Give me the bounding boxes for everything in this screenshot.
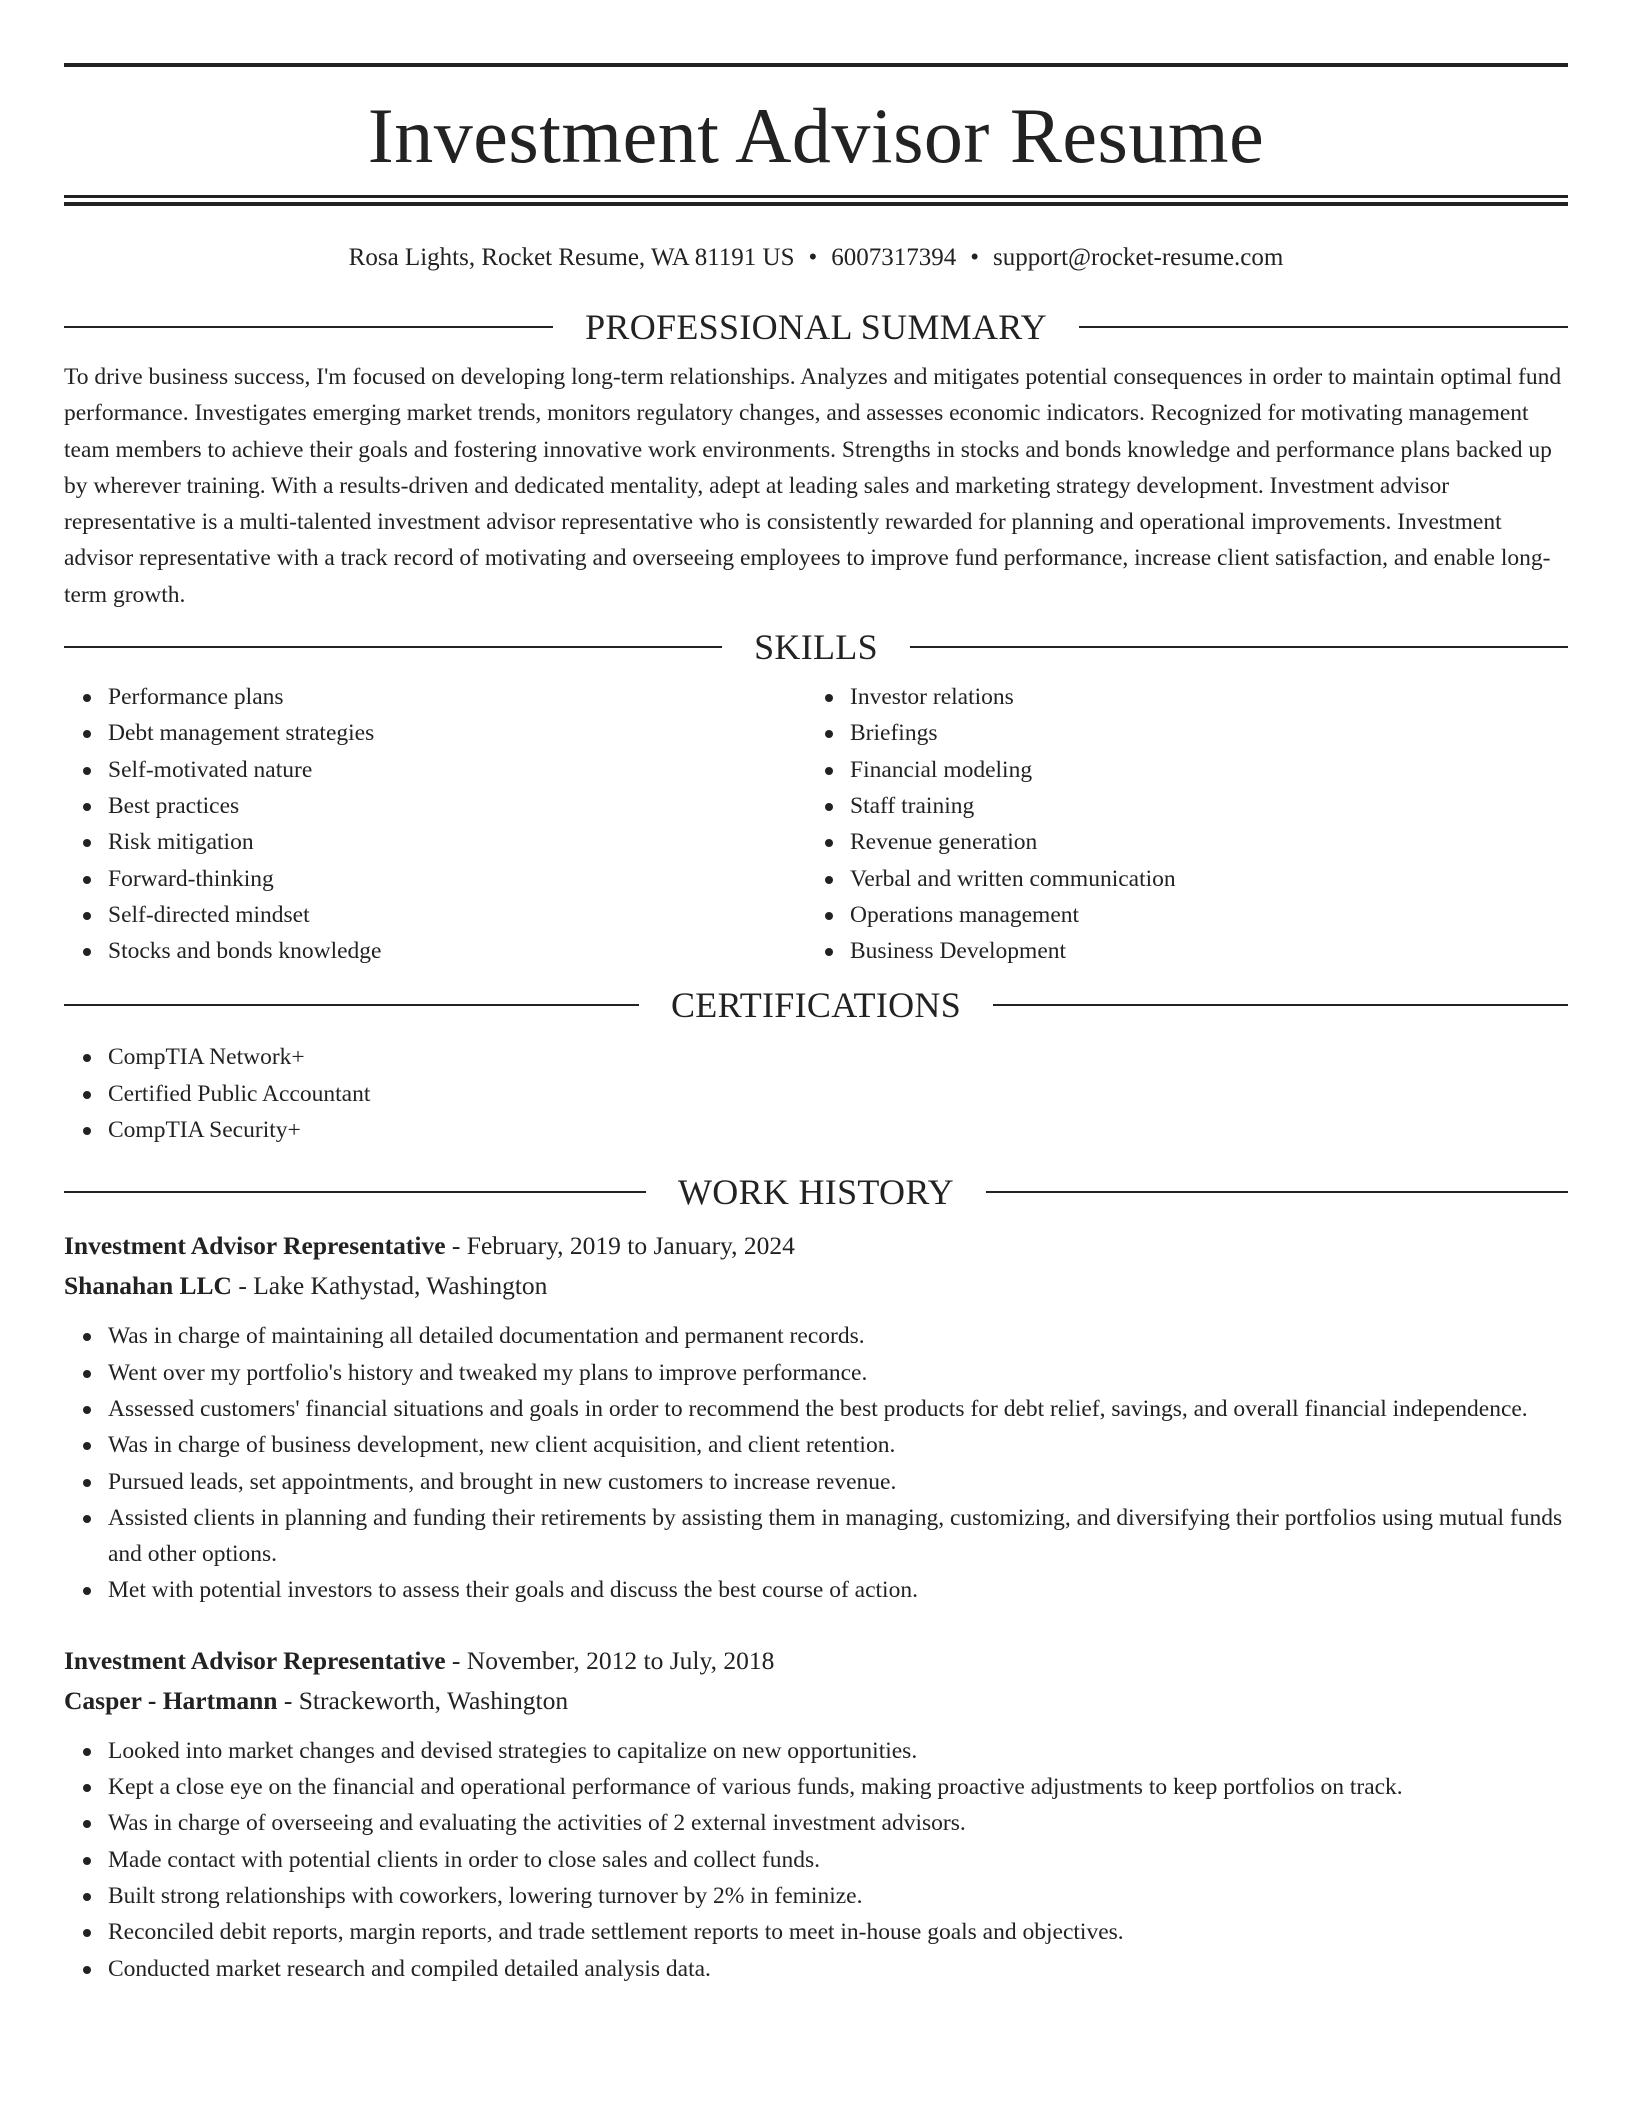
heading-rule-right [1079,326,1568,328]
skill-item: Self-motivated nature [108,752,806,788]
heading-rule-right [993,1004,1568,1006]
skill-item: Debt management strategies [108,715,806,751]
heading-rule-left [64,1004,639,1006]
job-title-line [64,1226,1568,1266]
job-company: Shanahan LLC [64,1271,232,1301]
job-entry [64,1226,1568,1608]
summary-paragraph: To drive business success, I'm focused on developing long-term relationships. Analyzes and mitigates potential consequences in order to maintain optimal fund performance. Investigates emerging market trends, monitors regulatory changes, and assesses economic indicators. Recognized for motivating management team members to achieve their goals and fostering innovative work environments. Strengths in stocks and bonds knowledge and performance plans backed up by wherever training. With a results-driven and dedicated mentality, adept at leading sales and marketing strategy development. Investment advisor representative is a multi-talented investment advisor representative who is consistently rewarded for planning and operational improvements. Investment advisor representative with a track record of motivating and overseeing employees to improve fund performance, increase client satisfaction, and enable long-term growth. [64,364,1562,608]
skills-column-right [806,679,1548,969]
job-entry [64,1641,1568,1987]
skill-item: Self-directed mindset [108,897,806,933]
skills-heading [64,627,1568,667]
heading-rule-left [64,646,722,648]
job-duties-list [64,1733,1568,1987]
job-role: Investment Advisor Representative [64,1231,446,1261]
skills-heading-label: SKILLS [754,627,878,668]
skills-list-right [806,679,1548,969]
work-history-heading-label: WORK HISTORY [678,1172,954,1213]
skill-item: Revenue generation [850,824,1548,860]
job-duty-item: Kept a close eye on the financial and operational performance of various funds, making proactive adjustments to keep portfolios on track. [108,1769,1568,1805]
skill-item: Financial modeling [850,752,1548,788]
resume-title: Investment Advisor Resume [367,92,1265,179]
skill-item: Operations management [850,897,1548,933]
job-duty-item: Assisted clients in planning and funding their retirements by assisting them in managing, customizing, and diversifying their portfolios using mutual funds and other options. [108,1500,1568,1573]
contact-separator: • [970,244,980,271]
title-double-rule [64,195,1568,206]
contact-line [64,243,1568,283]
skill-item: Performance plans [108,679,806,715]
skill-item: Best practices [108,788,806,824]
job-duty-item: Looked into market changes and devised strategies to capitalize on new opportunities. [108,1733,1568,1769]
skill-item: Verbal and written communication [850,861,1548,897]
skill-item: Investor relations [850,679,1548,715]
summary-heading-label: PROFESSIONAL SUMMARY [585,307,1047,347]
job-duty-item: Pursued leads, set appointments, and brought in new customers to increase revenue. [108,1464,1568,1500]
job-location: - Lake Kathystad, Washington [231,1271,548,1301]
job-company-line [64,1681,1568,1721]
certifications-heading [64,985,1568,1025]
skill-item: Business Development [850,933,1548,969]
job-location: - Strackeworth, Washington [277,1685,569,1715]
job-duty-item: Was in charge of overseeing and evaluating the activities of 2 external investment advisors. [108,1805,1568,1841]
certification-item: CompTIA Network+ [108,1039,1568,1075]
contact-phone: 6007317394 [831,244,957,271]
work-history-heading [64,1172,1568,1212]
job-duty-item: Was in charge of business development, new client acquisition, and client retention. [108,1427,1568,1463]
job-title-line [64,1641,1568,1681]
job-role: Investment Advisor Representative [64,1645,446,1675]
job-dates: - February, 2019 to January, 2024 [445,1231,795,1261]
skills-grid [64,679,1568,969]
heading-rule-right [910,646,1568,648]
certification-item: Certified Public Accountant [108,1076,1568,1112]
job-duty-item: Went over my portfolio's history and tweaked my plans to improve performance. [108,1355,1568,1391]
job-duties-list [64,1318,1568,1608]
job-company-line [64,1266,1568,1306]
job-duty-item: Met with potential investors to assess their goals and discuss the best course of action. [108,1572,1568,1608]
job-duty-item: Was in charge of maintaining all detailed documentation and permanent records. [108,1318,1568,1354]
job-duty-item: Assessed customers' financial situations and goals in order to recommend the best products for debt relief, savings, and overall financial independence. [108,1391,1568,1427]
skills-list-left [64,679,806,969]
contact-address: Rosa Lights, Rocket Resume, WA 81191 US [348,244,795,271]
summary-heading [64,307,1568,347]
job-duty-item: Reconciled debit reports, margin reports, and trade settlement reports to meet in-house goals and objectives. [108,1914,1568,1950]
heading-rule-right [986,1191,1568,1193]
certification-item: CompTIA Security+ [108,1112,1568,1148]
job-duty-item: Conducted market research and compiled detailed analysis data. [108,1951,1568,1987]
job-dates: - November, 2012 to July, 2018 [445,1645,775,1675]
heading-rule-left [64,326,553,328]
skill-item: Stocks and bonds knowledge [108,933,806,969]
skill-item: Briefings [850,715,1548,751]
skill-item: Forward-thinking [108,861,806,897]
heading-rule-left [64,1191,646,1193]
skills-column-left [64,679,806,969]
certifications-list [64,1039,1568,1148]
skill-item: Risk mitigation [108,824,806,860]
job-duty-item: Made contact with potential clients in order to close sales and collect funds. [108,1842,1568,1878]
contact-separator: • [808,244,818,271]
certifications-heading-label: CERTIFICATIONS [670,985,962,1026]
skill-item: Staff training [850,788,1548,824]
job-duty-item: Built strong relationships with coworkers, lowering turnover by 2% in feminize. [108,1878,1568,1914]
contact-email: support@rocket-resume.com [993,244,1284,271]
resume-page [64,0,1568,1987]
job-company: Casper - Hartmann [64,1685,278,1715]
